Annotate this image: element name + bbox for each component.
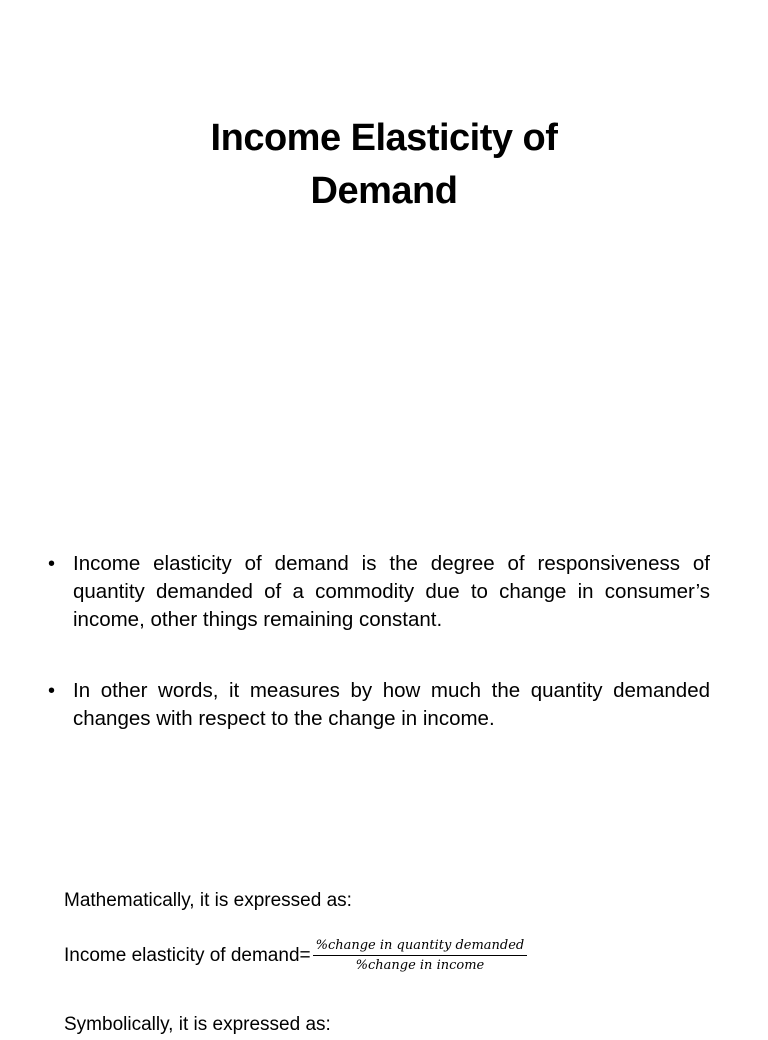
formula-fraction [313, 938, 528, 973]
slide-title-line-2: Demand [310, 170, 458, 212]
slide-title-line-1: Income Elasticity of [210, 117, 558, 159]
slide-title [0, 112, 768, 218]
formula-intro: Mathematically, it is expressed as: [64, 890, 352, 911]
bullet-icon: • [48, 680, 56, 702]
bullet-text-definition: Income elasticity of demand is the degree of responsiveness of quantity demanded of a commodity due to change in consumer’s income, other things remaining constant. [73, 552, 710, 631]
bullet-item-definition [46, 550, 710, 634]
formula-block [64, 886, 664, 1035]
bullet-item-other-words [46, 677, 710, 733]
symbolic-intro: Symbolically, it is expressed as: [64, 1014, 331, 1035]
formula-label: Income elasticity of demand= [64, 944, 311, 966]
bullet-text-other-words: In other words, it measures by how much the quantity demanded changes with respect to the change in income. [73, 679, 710, 730]
formula-denominator: %change in income [355, 958, 485, 973]
bullet-list [46, 550, 710, 733]
bullet-icon: • [48, 553, 56, 575]
formula-row [64, 938, 527, 973]
formula-numerator: %change in quantity demanded [313, 938, 528, 956]
